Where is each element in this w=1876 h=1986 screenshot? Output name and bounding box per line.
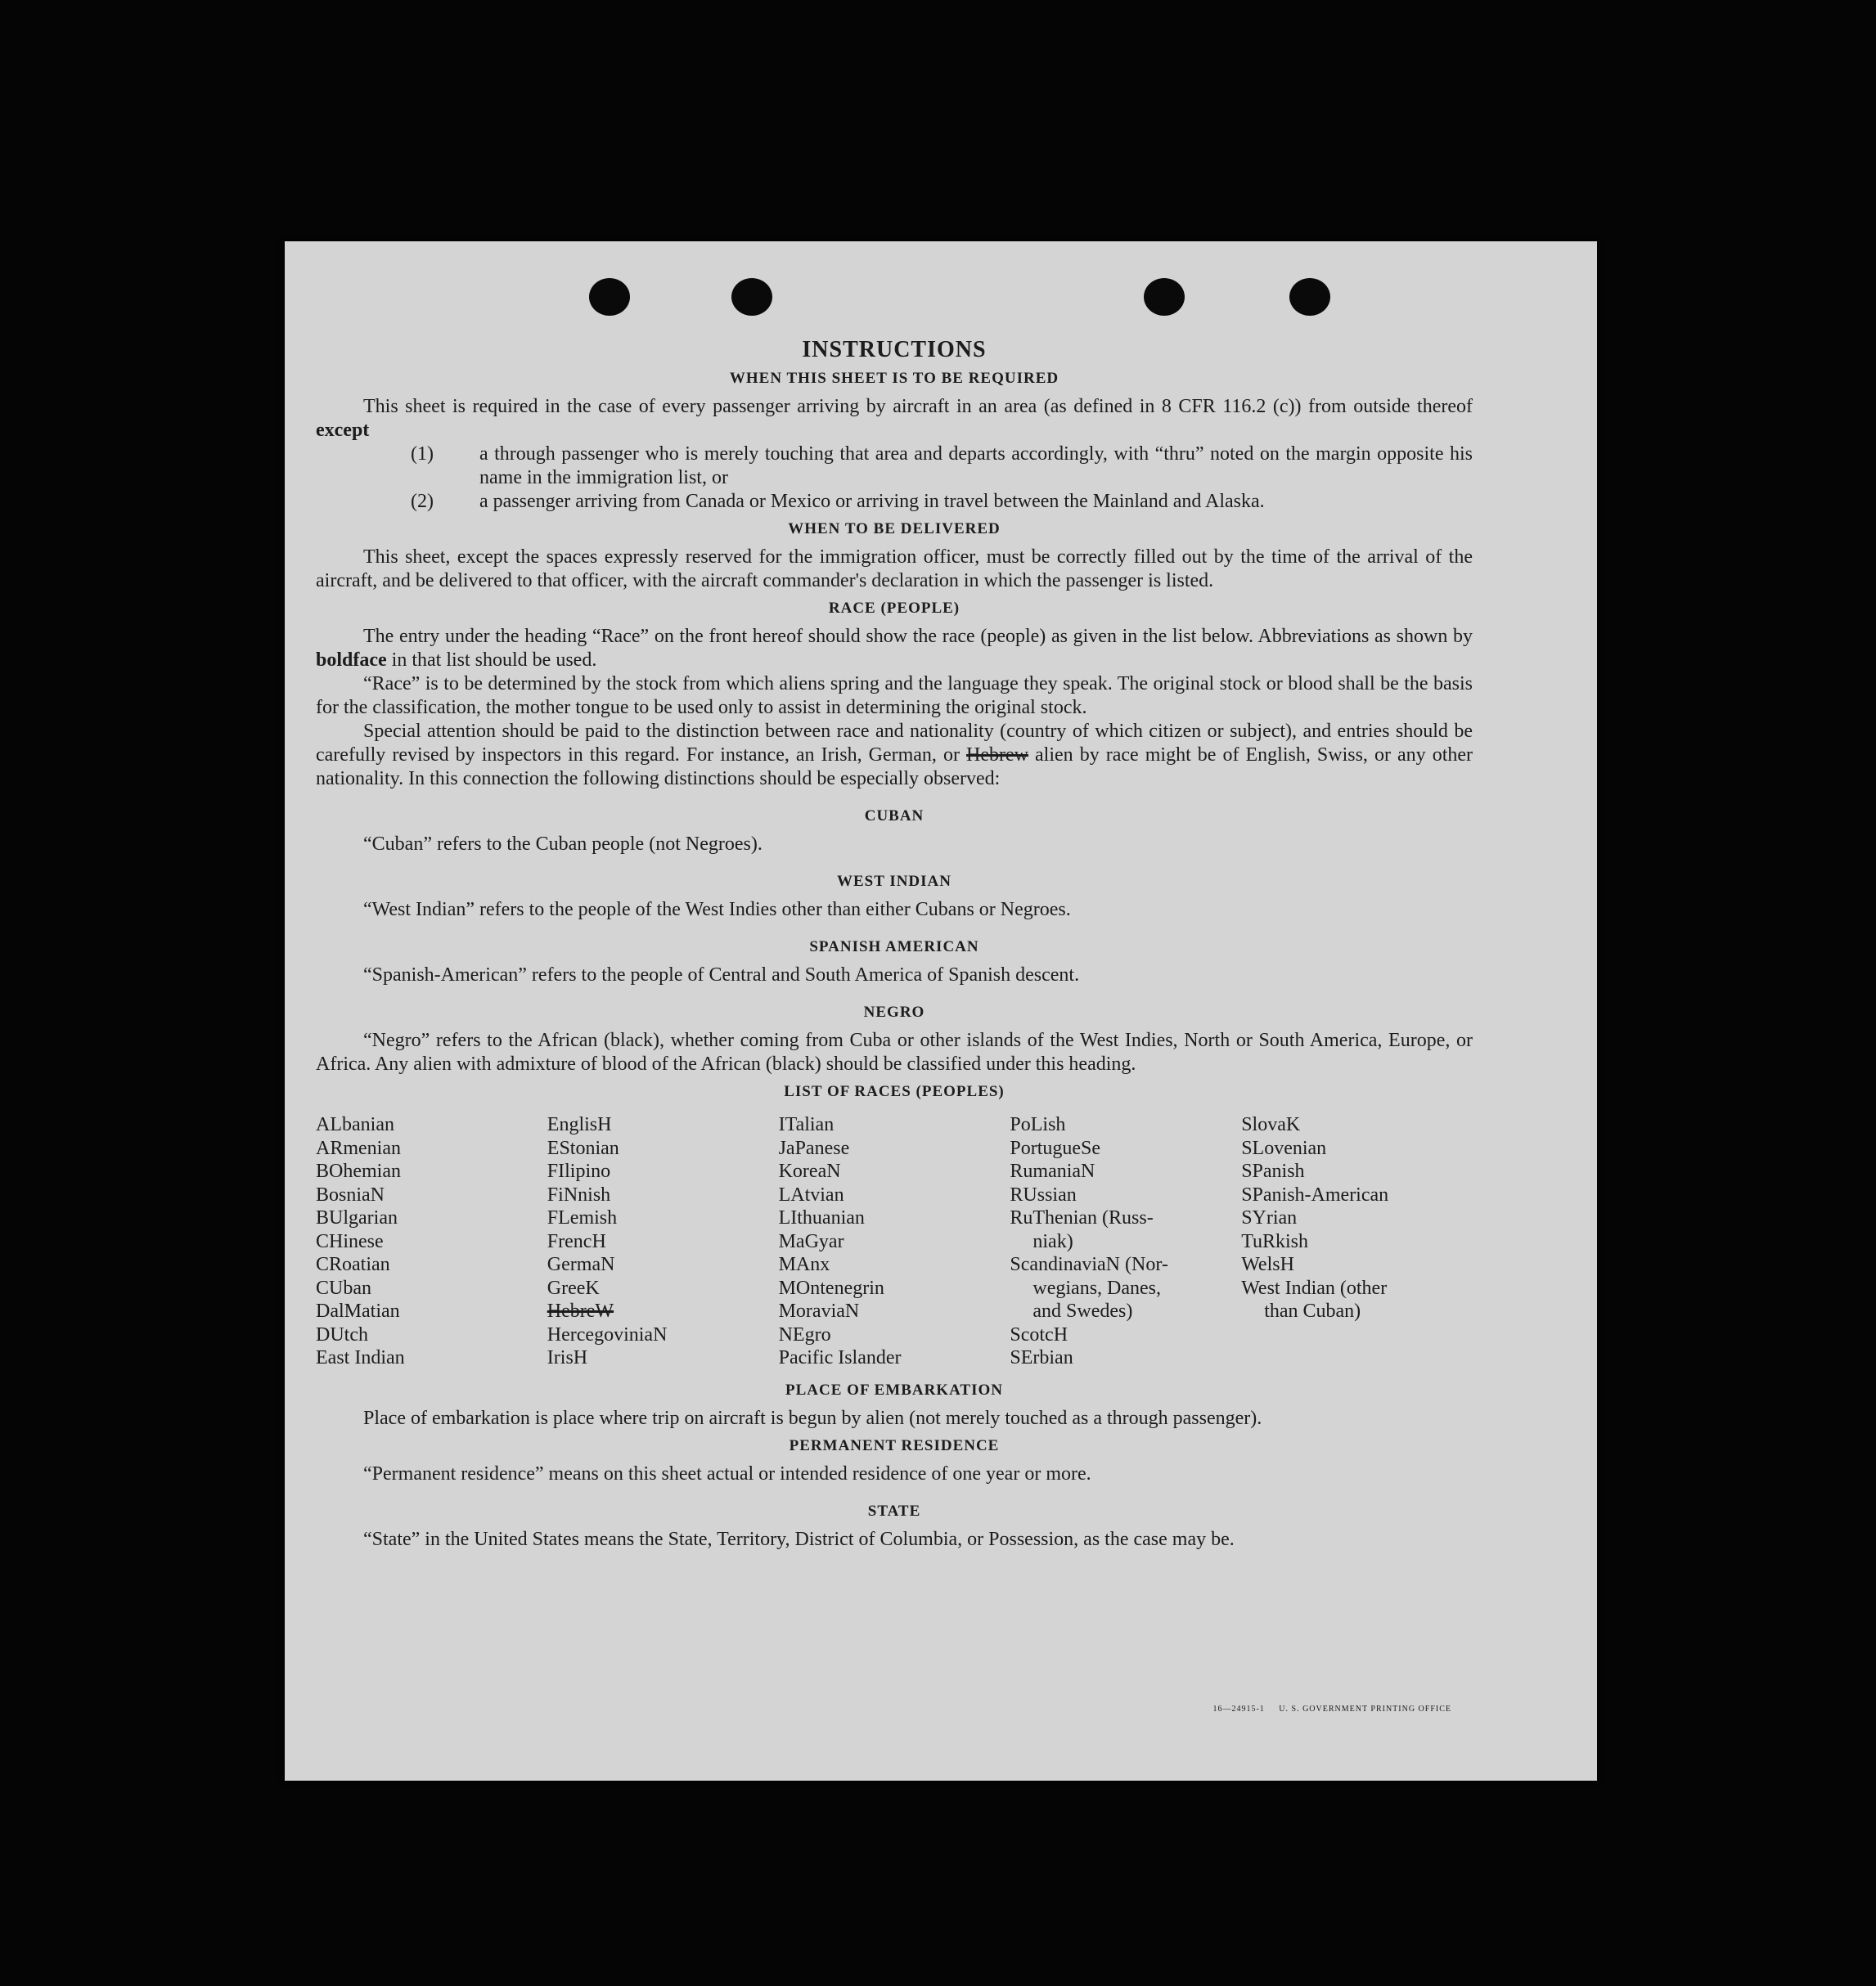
race-entry: than Cuban) bbox=[1264, 1301, 1361, 1322]
race-entry: NEgro bbox=[778, 1323, 831, 1346]
race-entry: MOntenegrin bbox=[778, 1277, 884, 1299]
race-entry: SErbian bbox=[1010, 1347, 1073, 1368]
page-title: INSTRUCTIONS bbox=[802, 337, 987, 362]
race-entry: PortugueSe bbox=[1010, 1137, 1101, 1159]
instruction-sheet bbox=[285, 241, 1597, 1781]
race-entry: CHinese bbox=[316, 1230, 384, 1252]
race-entry: Pacific Islander bbox=[778, 1347, 902, 1368]
section-heading-west-indian: WEST INDIAN bbox=[837, 873, 951, 890]
sheet-content bbox=[316, 338, 1473, 1552]
race-entry: SLovenian bbox=[1241, 1137, 1327, 1159]
punch-hole bbox=[731, 278, 772, 316]
races-column bbox=[316, 1113, 547, 1370]
race-entry: LAtvian bbox=[778, 1184, 844, 1206]
required-item-1: (1) a through passenger who is merely touching that area and departs accordingly, with “thru” noted on the margin opposite his name in the immigration list, or bbox=[411, 443, 1473, 488]
race-entry: ScotcH bbox=[1010, 1323, 1068, 1346]
race-entry: HebreW bbox=[547, 1301, 614, 1322]
race-entry: RUssian bbox=[1010, 1184, 1077, 1206]
race-entry: HercegoviniaN bbox=[547, 1323, 668, 1346]
cuban-text: “Cuban” refers to the Cuban people (not Negroes). bbox=[363, 833, 763, 855]
residence-text: “Permanent residence” means on this sheet actual or intended residence of one year or more. bbox=[363, 1463, 1091, 1485]
spanish-american-text: “Spanish-American” refers to the people of Central and South America of Spanish descent. bbox=[363, 964, 1080, 986]
races-column bbox=[547, 1113, 779, 1370]
race-entry: SYrian bbox=[1241, 1207, 1298, 1229]
section-heading-race: RACE (PEOPLE) bbox=[828, 600, 960, 617]
delivered-text: This sheet, except the spaces expressly reserved for the immigration officer, must be correctly filled out by the time of the arrival of the aircraft, and be delivered to that officer, with the aircraft commander's declaration in which the passenger is listed. bbox=[316, 546, 1473, 591]
race-entry: IrisH bbox=[547, 1347, 588, 1368]
race-entry: CUban bbox=[316, 1277, 371, 1299]
race-entry: ScandinaviaN (Nor- bbox=[1010, 1254, 1168, 1275]
race-entry: EnglisH bbox=[547, 1114, 612, 1135]
west-indian-text: “West Indian” refers to the people of the West Indies other than either Cubans or Negroes. bbox=[363, 899, 1071, 920]
race-entry: EStonian bbox=[547, 1137, 619, 1159]
race-entry: SlovaK bbox=[1241, 1114, 1301, 1135]
race-entry: BOhemian bbox=[316, 1161, 401, 1182]
punch-hole bbox=[1289, 278, 1330, 316]
embarkation-text: Place of embarkation is place where trip on aircraft is begun by alien (not merely touched as a through passenger). bbox=[363, 1407, 1262, 1429]
race-entry: SPanish bbox=[1241, 1161, 1305, 1182]
race-entry: PoLish bbox=[1010, 1114, 1066, 1135]
race-paragraph-3: Special attention should be paid to the distinction between race and nationality (country of which citizen or subject), and entries should be carefully revised by inspectors in this regard. For instance, an Irish, German, or Hebrew alien by race might be of English, Swiss, or any other nationality. In this connection the following distinctions should be especially observed: bbox=[316, 721, 1473, 789]
race-entry: FiNnish bbox=[547, 1184, 611, 1206]
race-entry: wegians, Danes, bbox=[1032, 1277, 1162, 1299]
race-entry: FLemish bbox=[547, 1207, 618, 1229]
race-entry: MaGyar bbox=[778, 1230, 844, 1252]
race-entry: niak) bbox=[1032, 1230, 1073, 1252]
race-entry: ALbanian bbox=[316, 1114, 394, 1135]
race-entry: West Indian (other bbox=[1241, 1277, 1388, 1299]
punch-hole bbox=[589, 278, 630, 316]
section-heading-embarkation: PLACE OF EMBARKATION bbox=[785, 1381, 1003, 1399]
printer-imprint bbox=[1212, 1705, 1451, 1714]
race-entry: RumaniaN bbox=[1010, 1161, 1095, 1182]
race-entry: FrencH bbox=[547, 1230, 606, 1252]
race-entry: BosniaN bbox=[316, 1184, 385, 1206]
race-entry: RuThenian (Russ- bbox=[1010, 1207, 1154, 1229]
race-entry: SPanish-American bbox=[1241, 1184, 1389, 1206]
race-entry: GermaN bbox=[547, 1254, 615, 1275]
race-paragraph-2: “Race” is to be determined by the stock from which aliens spring and the language they speak. The original stock or blood shall be the basis for the classification, the mother tongue to be used only to assist in determining the original stock. bbox=[316, 673, 1473, 718]
races-list bbox=[316, 1113, 1473, 1370]
section-heading-delivered: WHEN TO BE DELIVERED bbox=[788, 520, 1001, 537]
race-paragraph-1: The entry under the heading “Race” on the front hereof should show the race (people) as given in the list below. Abbreviations as shown by boldface in that list should be used. bbox=[316, 626, 1473, 671]
races-column bbox=[1010, 1113, 1241, 1370]
race-entry: ARmenian bbox=[316, 1137, 401, 1159]
race-entry: WelsH bbox=[1241, 1254, 1294, 1275]
printer-name: U. S. GOVERNMENT PRINTING OFFICE bbox=[1279, 1705, 1451, 1714]
race-entry: DalMatian bbox=[316, 1301, 400, 1322]
section-heading-state: STATE bbox=[867, 1502, 921, 1520]
required-item-2: (2) a passenger arriving from Canada or Mexico or arriving in travel between the Mainland and Alaska. bbox=[411, 491, 1265, 512]
race-entry: TuRkish bbox=[1241, 1230, 1309, 1252]
required-intro: This sheet is required in the case of every passenger arriving by aircraft in an area (as defined in 8 CFR 116.2 (c)) from outside thereof except bbox=[316, 396, 1473, 441]
race-entry: ITalian bbox=[778, 1114, 835, 1135]
race-entry: MoraviaN bbox=[778, 1301, 860, 1322]
state-text: “State” in the United States means the State, Territory, District of Columbia, or Possession, as the case may be. bbox=[363, 1528, 1235, 1550]
race-entry: MAnx bbox=[778, 1254, 830, 1275]
race-entry: JaPanese bbox=[778, 1137, 850, 1159]
negro-text: “Negro” refers to the African (black), whether coming from Cuba or other islands of the West Indies, North or South America, Europe, or Africa. Any alien with admixture of blood of the African (black) should be classified under this heading. bbox=[316, 1030, 1473, 1075]
race-entry: LIthuanian bbox=[778, 1207, 865, 1229]
races-column bbox=[1241, 1113, 1473, 1370]
race-entry: and Swedes) bbox=[1032, 1301, 1133, 1322]
race-entry: GreeK bbox=[547, 1277, 600, 1299]
punch-hole bbox=[1144, 278, 1185, 316]
section-heading-required: WHEN THIS SHEET IS TO BE REQUIRED bbox=[729, 370, 1059, 387]
section-heading-spanish-american: SPANISH AMERICAN bbox=[809, 938, 979, 955]
race-entry: DUtch bbox=[316, 1323, 368, 1346]
races-column bbox=[779, 1113, 1010, 1370]
race-entry: FIlipino bbox=[547, 1161, 611, 1182]
race-entry: BUlgarian bbox=[316, 1207, 398, 1229]
section-heading-negro: NEGRO bbox=[863, 1004, 925, 1021]
section-heading-list-of-races: LIST OF RACES (PEOPLES) bbox=[784, 1083, 1005, 1100]
race-entry: CRoatian bbox=[316, 1254, 390, 1275]
race-entry: KoreaN bbox=[778, 1161, 841, 1182]
section-heading-residence: PERMANENT RESIDENCE bbox=[789, 1436, 1000, 1454]
race-entry: East Indian bbox=[316, 1347, 405, 1368]
section-heading-cuban: CUBAN bbox=[864, 807, 925, 825]
form-code: 16—24915-1 bbox=[1212, 1705, 1265, 1714]
